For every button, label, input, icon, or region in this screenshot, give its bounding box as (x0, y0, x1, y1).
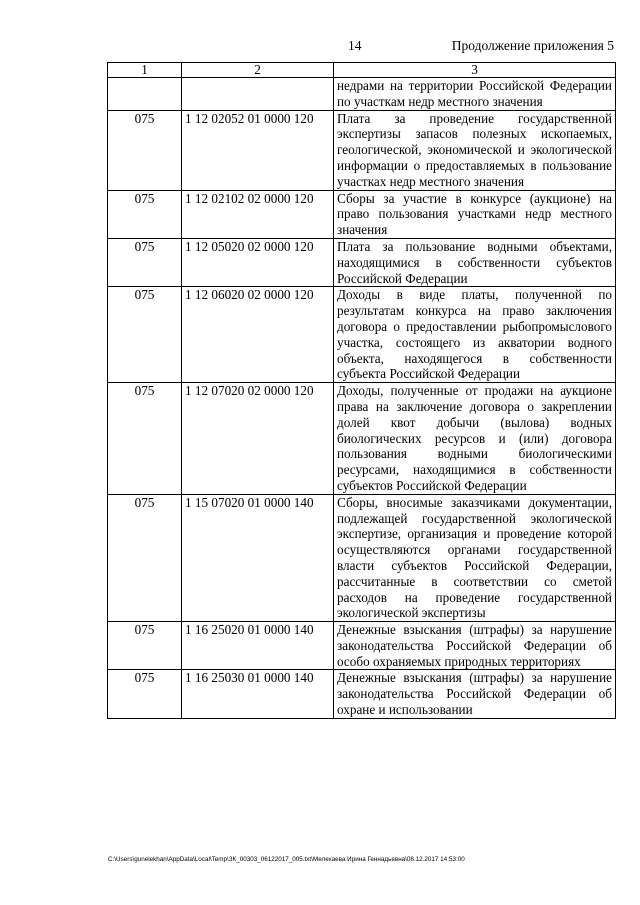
page-number: 14 (348, 38, 362, 53)
admin-code-cell: 075 (108, 622, 182, 670)
revenue-name-cell: Плата за пользование водными объектами, находящимися в собственности субъектов Российской Федерации (334, 238, 616, 286)
revenue-code-cell: 1 12 02102 02 0000 120 (182, 190, 334, 238)
table-row (108, 287, 616, 383)
page-caption: Продолжение приложения 5 (451, 38, 614, 53)
revenue-code-cell: 1 12 02052 01 0000 120 (182, 110, 334, 190)
revenue-name-cell: недрами на территории Российской Федерации по участкам недр местного значения (334, 78, 616, 111)
revenue-name-cell: Сборы за участие в конкурсе (аукционе) на право пользования участками недр местного значения (334, 190, 616, 238)
revenue-name-cell: Плата за проведение государственной экспертизы запасов полезных ископаемых, геологической, экономической и экологической информации о предоставляемых в пользование участках недр местного значения (334, 110, 616, 190)
revenue-name-cell: Сборы, вносимые заказчиками документации, подлежащей государственной экологической экспертизе, организация и проведение которой осуществляются органами государственной власти субъектов Российской Федерации, рассчитанные в соответствии со сметой расходов на проведение государственной экологической экспертизы (334, 494, 616, 621)
revenue-name-cell: Денежные взыскания (штрафы) за нарушение законодательства Российской Федерации об особо охраняемых природных территориях (334, 622, 616, 670)
revenue-code-cell: 1 16 25030 01 0000 140 (182, 670, 334, 718)
admin-code-cell: 075 (108, 383, 182, 495)
table-row (108, 622, 616, 670)
admin-code-cell: 075 (108, 110, 182, 190)
admin-code-cell (108, 78, 182, 111)
table-row (108, 238, 616, 286)
revenue-code-cell (182, 78, 334, 111)
table-header-row (108, 63, 616, 78)
revenue-name-cell: Денежные взыскания (штрафы) за нарушение законодательства Российской Федерации об охране и использовании (334, 670, 616, 718)
column-header: 1 (108, 63, 182, 78)
admin-code-cell: 075 (108, 190, 182, 238)
revenue-name-cell: Доходы, полученные от продажи на аукционе права на заключение договора о закреплении долей квот добычи (вылова) водных биологических ресурсов и (или) договора пользования водными биологическими ресурсами, находящимися в собственности субъектов Российской Федерации (334, 383, 616, 495)
table-row (108, 494, 616, 621)
revenue-code-cell: 1 12 06020 02 0000 120 (182, 287, 334, 383)
revenue-code-cell: 1 12 07020 02 0000 120 (182, 383, 334, 495)
revenue-code-cell: 1 12 05020 02 0000 120 (182, 238, 334, 286)
table-row (108, 383, 616, 495)
document-footer-path: C:\Users\gunelekhan\AppData\Local\Temp\ЗК_00303_06122017_005.txt\Мелехаева Ирина Геннадьевна\08.12.2017 14:53:00 (108, 856, 465, 863)
admin-code-cell: 075 (108, 670, 182, 718)
revenue-code-cell: 1 16 25020 01 0000 140 (182, 622, 334, 670)
admin-code-cell: 075 (108, 494, 182, 621)
revenue-code-cell: 1 15 07020 01 0000 140 (182, 494, 334, 621)
table-row (108, 78, 616, 111)
table-row (108, 110, 616, 190)
revenue-name-cell: Доходы в виде платы, полученной по результатам конкурса на право заключения договора о предоставлении рыбопромыслового участка, состоящего из акватории водного объекта, находящегося в собственности субъекта Российской Федерации (334, 287, 616, 383)
column-header: 3 (334, 63, 616, 78)
table-row (108, 190, 616, 238)
table-row (108, 670, 616, 718)
admin-code-cell: 075 (108, 287, 182, 383)
column-header: 2 (182, 63, 334, 78)
admin-code-cell: 075 (108, 238, 182, 286)
revenue-table (107, 62, 616, 719)
